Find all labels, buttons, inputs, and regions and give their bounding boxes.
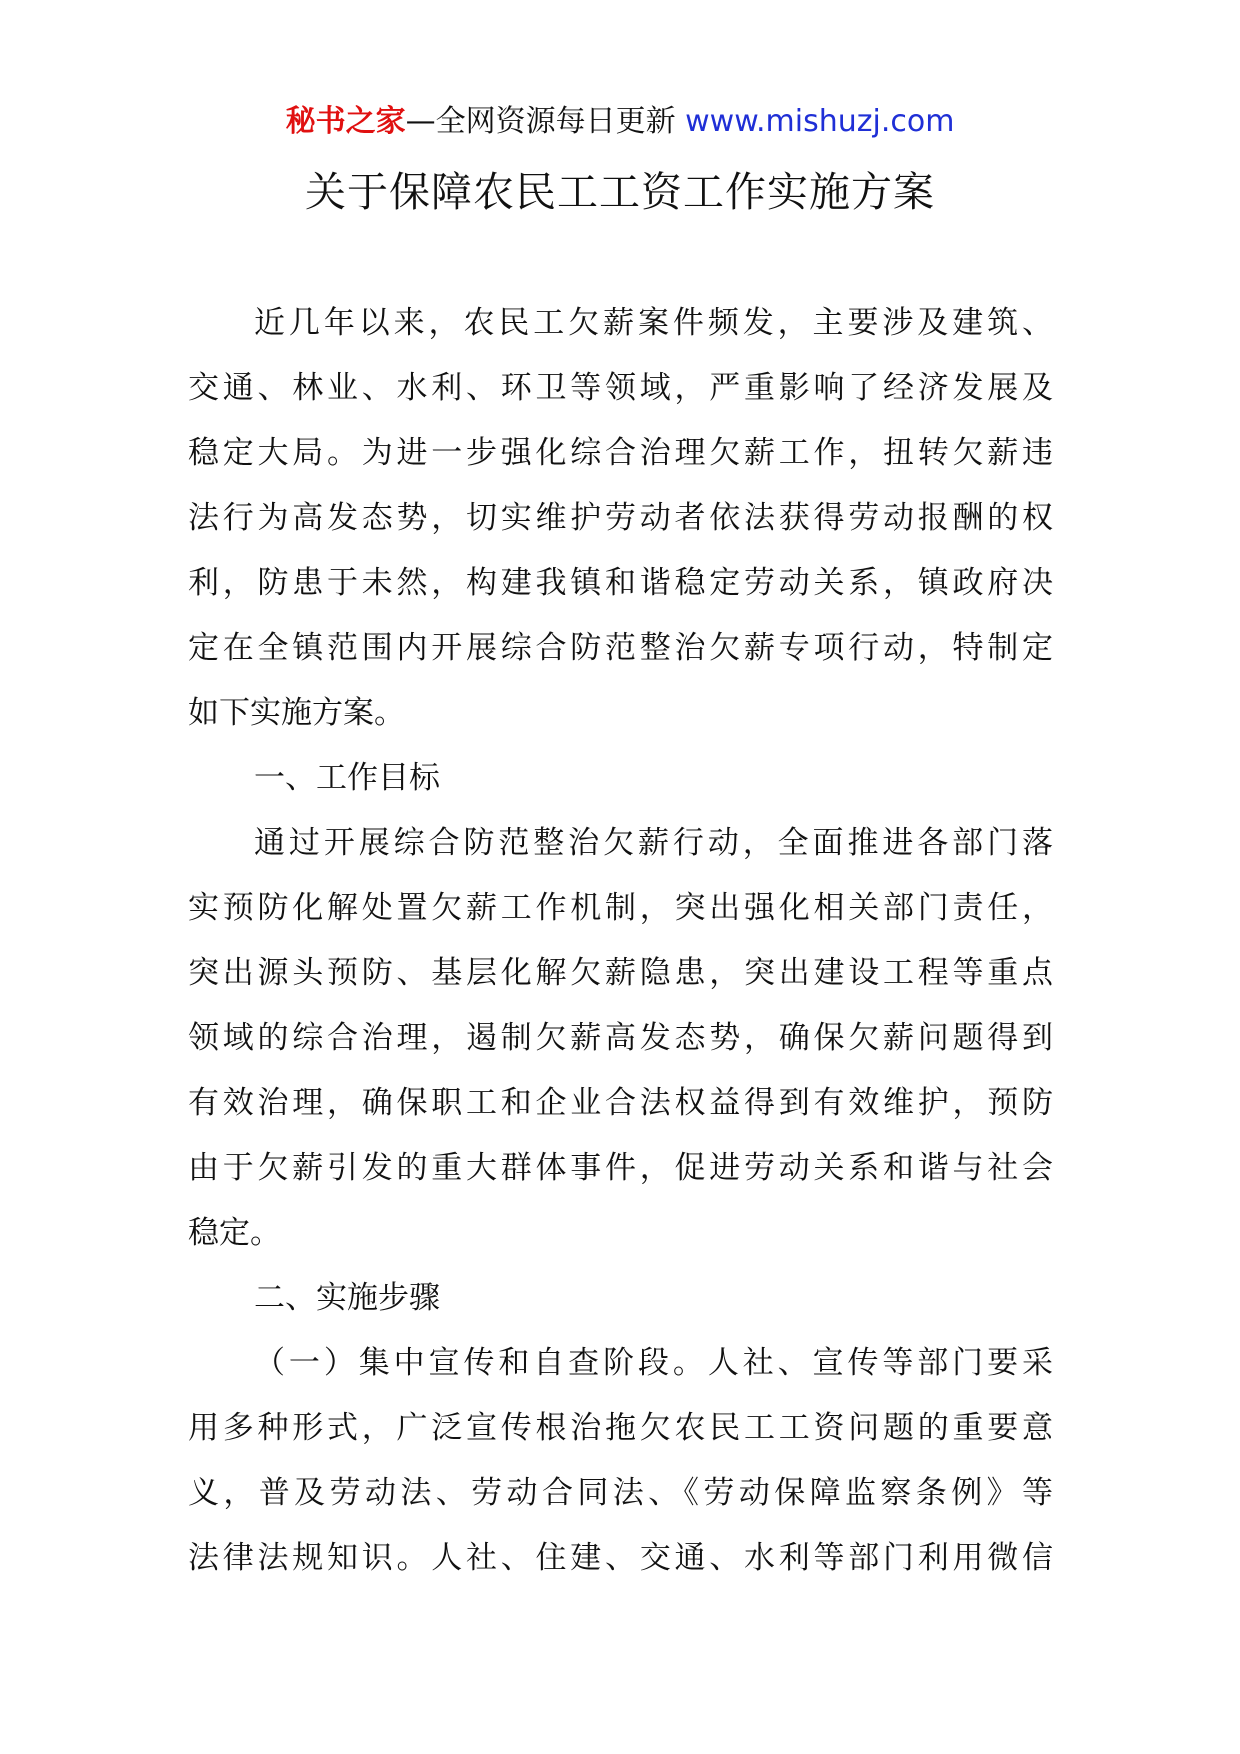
- section-heading: 一、工作目标: [254, 760, 440, 796]
- body-line: 法律法规知识。人社、住建、交通、水利等部门利用微信: [188, 1540, 1053, 1576]
- body-line: 利，防患于未然，构建我镇和谐稳定劳动关系，镇政府决: [188, 565, 1053, 601]
- body-line: 实预防化解处置欠薪工作机制，突出强化相关部门责任，: [188, 890, 1053, 926]
- body-line: 定在全镇范围内开展综合防范整治欠薪专项行动，特制定: [188, 630, 1053, 666]
- site-url-link[interactable]: www.mishuzj.com: [685, 104, 955, 139]
- brand-name: 秘书之家: [285, 104, 406, 139]
- body-line: 法行为高发态势，切实维护劳动者依法获得劳动报酬的权: [188, 500, 1053, 536]
- body-line: 稳定。: [188, 1215, 281, 1251]
- body-line: 领域的综合治理，遏制欠薪高发态势，确保欠薪问题得到: [188, 1020, 1053, 1056]
- document-body: [188, 291, 1053, 1591]
- body-line: 有效治理，确保职工和企业合法权益得到有效维护，预防: [188, 1085, 1053, 1121]
- section-heading: 二、实施步骤: [254, 1280, 440, 1316]
- site-header: [0, 100, 1240, 144]
- body-line: 由于欠薪引发的重大群体事件，促进劳动关系和谐与社会: [188, 1150, 1053, 1186]
- body-line: 近几年以来，农民工欠薪案件频发，主要涉及建筑、: [254, 305, 1053, 341]
- body-line: 通过开展综合防范整治欠薪行动，全面推进各部门落: [254, 825, 1053, 861]
- body-line: 用多种形式，广泛宣传根治拖欠农民工工资问题的重要意: [188, 1410, 1053, 1446]
- body-line: 突出源头预防、基层化解欠薪隐患，突出建设工程等重点: [188, 955, 1053, 991]
- header-tagline: —全网资源每日更新: [405, 104, 676, 139]
- body-line: 义，普及劳动法、劳动合同法、《劳动保障监察条例》等: [188, 1475, 1053, 1511]
- body-line: 交通、林业、水利、环卫等领域，严重影响了经济发展及: [188, 370, 1053, 406]
- body-line: 稳定大局。为进一步强化综合治理欠薪工作，扭转欠薪违: [188, 435, 1053, 471]
- body-line: （一）集中宣传和自查阶段。人社、宣传等部门要采: [254, 1345, 1053, 1381]
- document-title: 关于保障农民工工资工作实施方案: [305, 168, 935, 216]
- body-line: 如下实施方案。: [188, 695, 405, 731]
